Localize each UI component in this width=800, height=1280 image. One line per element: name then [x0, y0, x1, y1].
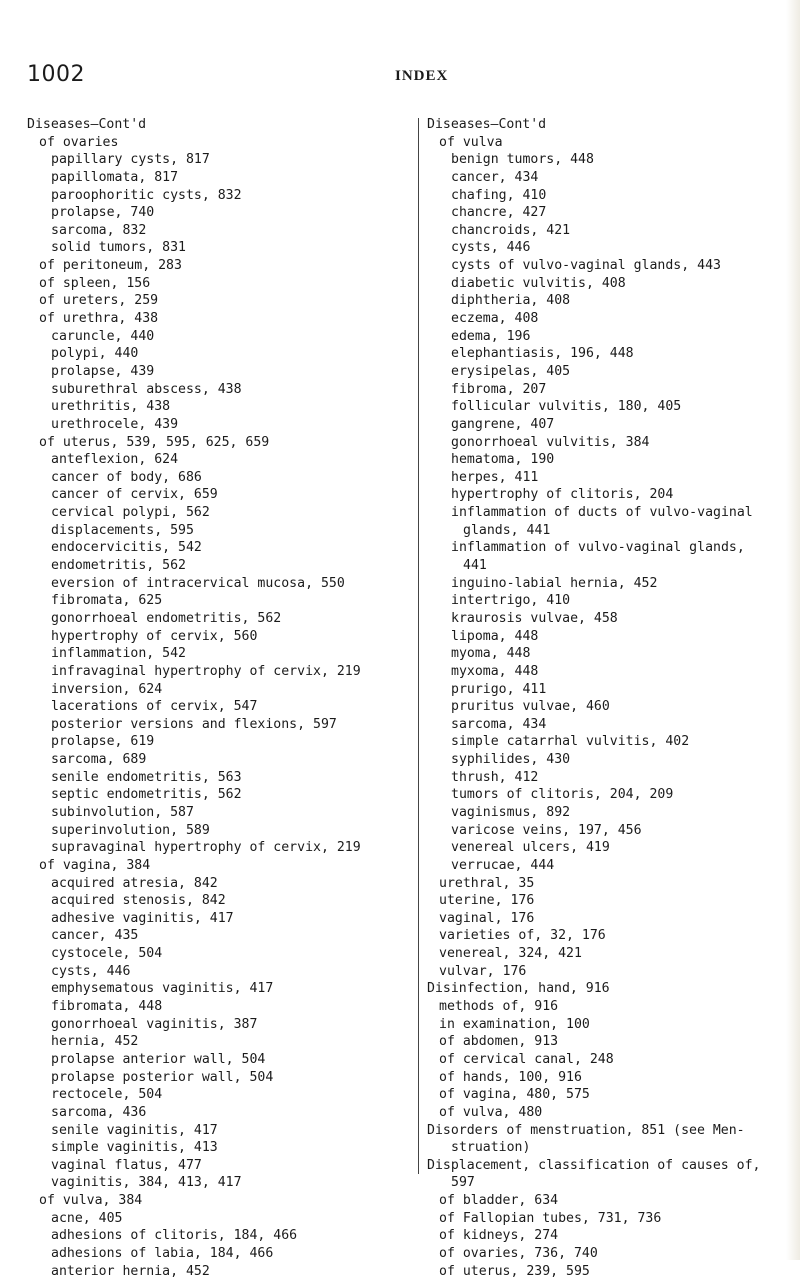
running-head: INDEX	[395, 68, 449, 84]
index-entry: vulvar, 176	[439, 963, 527, 979]
index-entry: herpes, 411	[451, 469, 539, 485]
index-entry: polypi, 440	[51, 346, 139, 362]
index-entry: of hands, 100, 916	[439, 1069, 582, 1085]
index-entry: diphtheria, 408	[451, 293, 571, 309]
index-entry: urethral, 35	[439, 875, 535, 891]
index-entry: thrush, 412	[451, 769, 539, 785]
index-entry: inflammation, 542	[51, 646, 186, 662]
index-entry: Disorders of menstruation, 851 (see Men-	[427, 1122, 745, 1138]
index-entry: eversion of intracervical mucosa, 550	[51, 575, 345, 591]
index-entry: papillomata, 817	[51, 169, 179, 185]
index-entry: cancer, 434	[451, 169, 539, 185]
index-entry: Diseases—Cont'd	[27, 117, 147, 132]
index-entry: methods of, 916	[439, 999, 559, 1015]
index-entry: lacerations of cervix, 547	[51, 699, 258, 715]
index-entry: of vulva, 480	[439, 1104, 543, 1120]
index-entry: of abdomen, 913	[439, 1034, 559, 1050]
index-entry: Diseases—Cont'd	[427, 117, 547, 132]
index-entry: inflammation of ducts of vulvo-vaginal	[451, 505, 753, 521]
index-entry: benign tumors, 448	[451, 152, 594, 168]
index-entry: Disinfection, hand, 916	[427, 981, 610, 997]
index-entry: varieties of, 32, 176	[439, 928, 606, 944]
index-entry: hypertrophy of cervix, 560	[51, 628, 258, 644]
index-entry: pruritus vulvae, 460	[451, 699, 610, 715]
index-entry: fibroma, 207	[451, 381, 547, 397]
index-entry: struation)	[451, 1140, 531, 1156]
index-entry: prurigo, 411	[451, 681, 547, 697]
index-entry: 597	[451, 1175, 475, 1191]
index-entry: cysts, 446	[51, 963, 131, 979]
index-entry: cysts of vulvo-vaginal glands, 443	[451, 258, 721, 274]
index-entry: elephantiasis, 196, 448	[451, 346, 634, 362]
index-entry: of ovaries, 736, 740	[439, 1246, 598, 1261]
index-entry: in examination, 100	[439, 1016, 590, 1032]
index-entry: rectocele, 504	[51, 1087, 163, 1103]
index-entry: syphilides, 430	[451, 752, 571, 768]
index-entry: adhesions of clitoris, 184, 466	[51, 1228, 298, 1244]
index-entry: prolapse, 439	[51, 363, 155, 379]
index-entry: prolapse, 740	[51, 205, 155, 221]
index-entry: of uterus, 239, 595	[439, 1263, 590, 1279]
index-entry: paroophoritic cysts, 832	[51, 187, 242, 203]
index-entry: inversion, 624	[51, 681, 163, 697]
index-entry: hypertrophy of clitoris, 204	[451, 487, 674, 503]
page-edge-shadow	[786, 0, 800, 1260]
index-entry: inflammation of vulvo-vaginal glands,	[451, 540, 745, 556]
index-entry: of peritoneum, 283	[39, 258, 182, 274]
index-entry: sarcoma, 832	[51, 222, 147, 238]
index-entry: follicular vulvitis, 180, 405	[451, 399, 682, 415]
index-entry: chancre, 427	[451, 205, 547, 221]
index-entry: caruncle, 440	[51, 328, 155, 344]
index-entry: senile endometritis, 563	[51, 769, 242, 785]
index-entry: cervical polypi, 562	[51, 505, 210, 521]
index-entry: Displacement, classification of causes of,	[427, 1157, 761, 1173]
index-entry: displacements, 595	[51, 522, 194, 538]
index-entry: cancer of body, 686	[51, 469, 202, 485]
index-entry: sarcoma, 689	[51, 752, 147, 768]
index-entry: vaginitis, 384, 413, 417	[51, 1175, 242, 1191]
index-entry: venereal, 324, 421	[439, 946, 582, 962]
column-divider	[418, 118, 419, 1174]
index-entry: gonorrhoeal vaginitis, 387	[51, 1016, 258, 1032]
index-entry: vaginismus, 892	[451, 804, 571, 820]
index-entry: septic endometritis, 562	[51, 787, 242, 803]
index-entry: cystocele, 504	[51, 946, 163, 962]
index-entry: anterior hernia, 452	[51, 1263, 210, 1279]
index-entry: hernia, 452	[51, 1034, 139, 1050]
index-entry: of vulva	[439, 134, 503, 150]
index-entry: prolapse posterior wall, 504	[51, 1069, 274, 1085]
index-entry: diabetic vulvitis, 408	[451, 275, 626, 291]
index-entry: of bladder, 634	[439, 1193, 559, 1209]
index-entry: vaginal, 176	[439, 910, 535, 926]
index-column-left	[27, 116, 422, 1280]
index-entry: papillary cysts, 817	[51, 152, 210, 168]
index-entry: subinvolution, 587	[51, 804, 194, 820]
index-entry: posterior versions and flexions, 597	[51, 716, 337, 732]
index-entry: glands, 441	[463, 522, 551, 538]
index-entry: gonorrhoeal endometritis, 562	[51, 610, 282, 626]
index-entry: prolapse, 619	[51, 734, 155, 750]
index-entry: intertrigo, 410	[451, 593, 571, 609]
index-entry: of vagina, 384	[39, 857, 151, 873]
index-entry: acquired stenosis, 842	[51, 893, 226, 909]
index-entry: prolapse anterior wall, 504	[51, 1051, 266, 1067]
index-entry: cancer, 435	[51, 928, 139, 944]
index-entry: chafing, 410	[451, 187, 547, 203]
index-entry: venereal ulcers, 419	[451, 840, 610, 856]
index-entry: tumors of clitoris, 204, 209	[451, 787, 674, 803]
index-entry: senile vaginitis, 417	[51, 1122, 218, 1138]
index-entry: emphysematous vaginitis, 417	[51, 981, 274, 997]
index-entry: fibromata, 625	[51, 593, 163, 609]
index-entry: urethrocele, 439	[51, 416, 179, 432]
index-entry: of Fallopian tubes, 731, 736	[439, 1210, 662, 1226]
index-entry: inguino-labial hernia, 452	[451, 575, 658, 591]
index-entry: sarcoma, 436	[51, 1104, 147, 1120]
index-entry: simple catarrhal vulvitis, 402	[451, 734, 690, 750]
index-entry: myoma, 448	[451, 646, 531, 662]
index-entry: of vagina, 480, 575	[439, 1087, 590, 1103]
index-entry: of urethra, 438	[39, 311, 159, 327]
index-entry: of kidneys, 274	[439, 1228, 559, 1244]
index-column-right	[427, 116, 797, 1280]
index-entry: cysts, 446	[451, 240, 531, 256]
index-entry: endometritis, 562	[51, 558, 186, 574]
index-entry: of ureters, 259	[39, 293, 159, 309]
index-entry: verrucae, 444	[451, 857, 555, 873]
index-entry: edema, 196	[451, 328, 531, 344]
index-entry: of spleen, 156	[39, 275, 151, 291]
index-entry: hematoma, 190	[451, 452, 555, 468]
index-entry: eczema, 408	[451, 311, 539, 327]
index-entry: suburethral abscess, 438	[51, 381, 242, 397]
index-entry: acquired atresia, 842	[51, 875, 218, 891]
index-entry: anteflexion, 624	[51, 452, 179, 468]
index-entry: of vulva, 384	[39, 1193, 143, 1209]
index-entry: lipoma, 448	[451, 628, 539, 644]
index-entry: gangrene, 407	[451, 416, 555, 432]
index-entry: cancer of cervix, 659	[51, 487, 218, 503]
index-entry: of uterus, 539, 595, 625, 659	[39, 434, 270, 450]
index-entry: varicose veins, 197, 456	[451, 822, 642, 838]
index-entry: myxoma, 448	[451, 663, 539, 679]
index-entry: fibromata, 448	[51, 999, 163, 1015]
index-entry: 441	[463, 558, 487, 574]
index-entry: supravaginal hypertrophy of cervix, 219	[51, 840, 361, 856]
index-entry: infravaginal hypertrophy of cervix, 219	[51, 663, 361, 679]
index-entry: solid tumors, 831	[51, 240, 186, 256]
index-entry: of cervical canal, 248	[439, 1051, 614, 1067]
index-entry: sarcoma, 434	[451, 716, 547, 732]
index-entry: erysipelas, 405	[451, 363, 571, 379]
index-entry: simple vaginitis, 413	[51, 1140, 218, 1156]
index-entry: chancroids, 421	[451, 222, 571, 238]
index-entry: endocervicitis, 542	[51, 540, 202, 556]
index-entry: gonorrhoeal vulvitis, 384	[451, 434, 650, 450]
index-entry: adhesive vaginitis, 417	[51, 910, 234, 926]
index-entry: acne, 405	[51, 1210, 123, 1226]
page-number: 1002	[27, 62, 85, 87]
index-entry: superinvolution, 589	[51, 822, 210, 838]
index-entry: urethritis, 438	[51, 399, 171, 415]
index-entry: uterine, 176	[439, 893, 535, 909]
index-entry: adhesions of labia, 184, 466	[51, 1246, 274, 1261]
index-entry: kraurosis vulvae, 458	[451, 610, 618, 626]
index-entry: of ovaries	[39, 134, 119, 150]
index-entry: vaginal flatus, 477	[51, 1157, 202, 1173]
